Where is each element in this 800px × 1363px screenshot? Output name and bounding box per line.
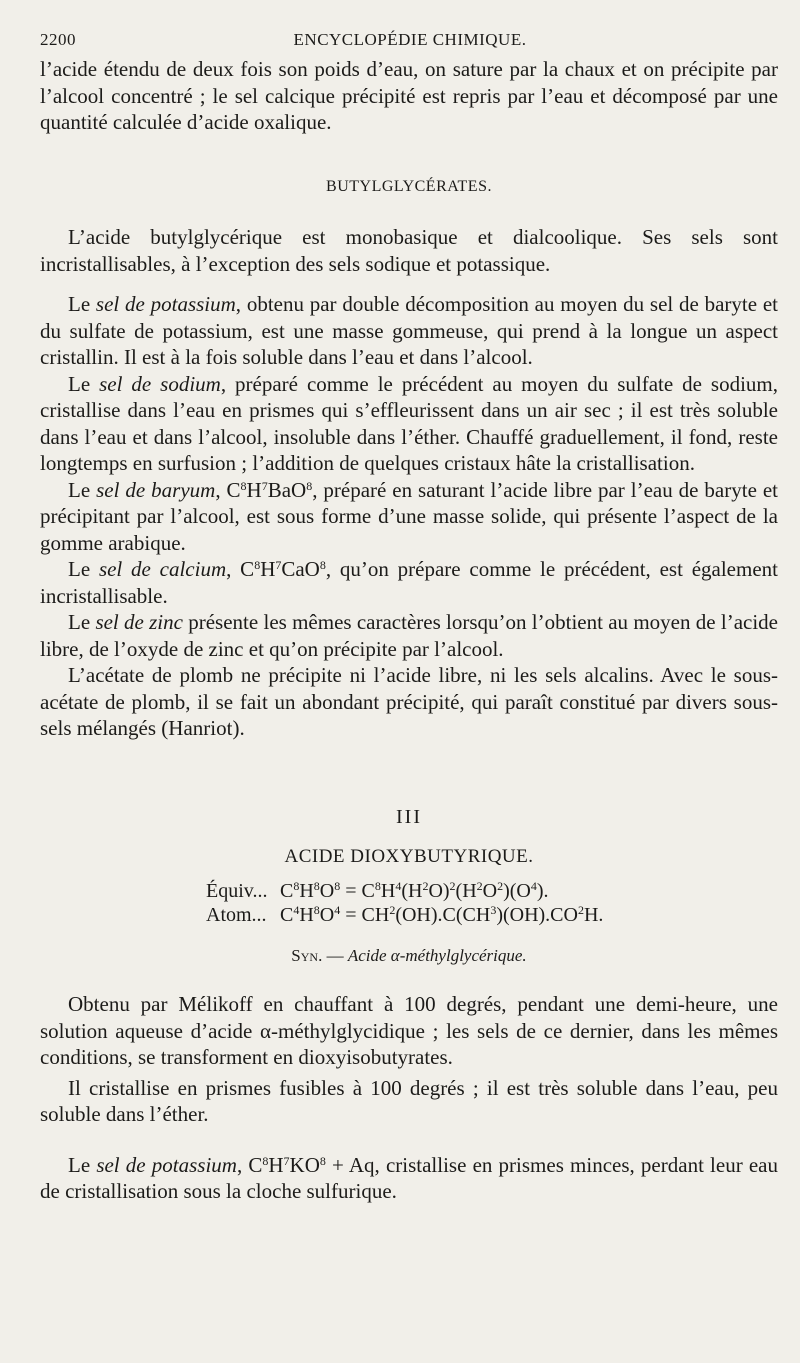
formula-equiv-label: Équiv... [206,879,268,902]
term-potassium-salt: sel de potassium [95,292,236,316]
paragraph-zinc-salt: Le sel de zinc présente les mêmes caractères lorsqu’on l’obtient au moyen de l’acide libre, de l’oxyde de zinc et qu’on précipite par l’alcool. [40,610,778,661]
term-barium-salt: sel de baryum [96,477,216,502]
term-sodium-salt: sel de sodium [99,371,221,396]
paragraph-potassium-salt: Le sel de potassium, obtenu par double décomposition au moyen du sel de baryte et du sulfate de potassium, est une masse gommeuse, qui prend à la longue un aspect cristallin. Il est à la fois soluble dans l’eau et dans l’alcool. [40,292,779,369]
paragraph-crystallization: Il cristallise en prismes fusibles à 100 degrés ; il est très soluble dans l’eau, peu soluble dans l’éther. [40,1075,778,1126]
term-calcium-salt: sel de calcium [98,557,227,581]
page-number: 2200 [40,30,76,49]
formula-atom: Atom... $C^4H^8O^4 = CH^2(OH).C(CH^3)(OH).CO^2H$. [206,902,604,926]
intro-paragraph: l’acide étendu de deux fois son poids d’eau, on sature par la chaux et on précipite par l’alcool concentré ; le sel calcique précipité est repris par l’eau et décomposé par une quantité calculée d’acide oxalique. [40,57,778,134]
paragraph-lead-acetate: L’acétate de plomb ne précipite ni l’acide libre, ni les sels alcalins. Avec le sous-acétate de plomb, il se fait un abondant précipité, qui paraît constitué par divers sous-sels mélangés (Hanriot). [40,663,778,740]
section-title-dioxybutyric-acid: ACIDE DIOXYBUTYRIQUE. [284,846,534,867]
paragraph-potassium-salt-dioxy: Le sel de potassium, $C^8H^7KO^8 + Aq$, cristallise en prismes minces, perdant leur eau de cristallisation sous la cloche sulfurique. [40,1152,778,1203]
running-header [40,30,780,54]
paragraph-sodium-salt: Le sel de sodium, préparé comme le précédent au moyen du sulfate de sodium, cristallise dans l’eau en prismes qui s’effleurissent dans un air sec ; il est très soluble dans l’eau et dans l’alcool, insoluble dans l’éther. Chauffé graduellement, il fond, reste longtemps en surfusion ; l’addition de quelques cristaux hâte la cristallisation. [40,371,779,475]
page-body [40,56,778,1205]
paragraph-melikoff: Obtenu par Mélikoff en chauffant à 100 degrés, pendant une demi-heure, une solution aqueuse d’acide α-méthylglycidique ; les sels de ce dernier, dans les mêmes conditions, se transforment en dioxyisobutyrates. [40,992,778,1069]
synonym-value: Acide α-méthylglycérique. [347,945,527,965]
running-title: ENCYCLOPÉDIE CHIMIQUE. [293,30,527,49]
paragraph-barium-salt: Le sel de baryum, $C^8H^7BaO^8$, préparé en saturant l’acide libre par l’eau de baryte et précipitant par l’alcool, est sous forme d’une masse solide, qui présente l’aspect de la gomme arabique. [40,477,778,555]
paragraph-calcium-salt: Le sel de calcium, $C^8H^7CaO^8$, qu’on prépare comme le précédent, est également incristallisable. [40,557,778,608]
synonym-label: Syn. — [291,945,344,965]
formula-equiv: Équiv... $C^8H^8O^8 = C^8H^4(H^2O)^2(H^2O^2)(O^4)$. [206,878,549,902]
section-title-butylglycerates: BUTYLGLYCÉRATES. [326,177,492,195]
term-zinc-salt: sel de zinc [95,610,183,634]
synonym-line [40,943,778,970]
formula-block [206,879,778,927]
formula-atom-label: Atom... [206,903,267,926]
section-number: III [396,805,422,828]
paragraph-intro-butylglyceric: L’acide butylglycérique est monobasique et dialcoolique. Ses sels sont incristallisables, à l’exception des sels sodique et potassique. [40,225,778,276]
term-potassium-salt-dioxy: sel de potassium [96,1152,237,1177]
